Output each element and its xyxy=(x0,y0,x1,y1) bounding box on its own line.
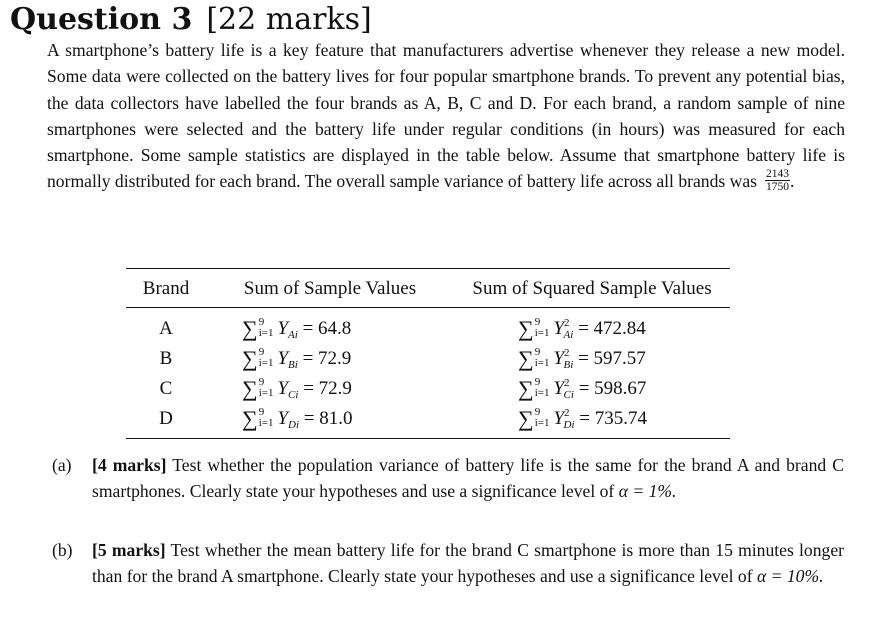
sample-statistics-table xyxy=(126,268,730,439)
table-header-row xyxy=(126,269,730,308)
variable-subscript: Di xyxy=(288,419,300,431)
intro-end: . xyxy=(790,171,795,192)
part-a-marks: [4 marks] xyxy=(92,455,167,475)
variable-y: Y xyxy=(553,318,565,339)
part-a-label: (a) xyxy=(52,455,72,475)
question-heading xyxy=(10,2,372,37)
sum-lower-limit: i=1 xyxy=(534,386,550,399)
sum-squared-cell xyxy=(454,308,730,345)
square-exponent: 2 xyxy=(564,317,570,329)
sigma-symbol: ∑ xyxy=(518,346,534,371)
sum-lower-limit: i=1 xyxy=(258,326,274,339)
sigma-symbol: ∑ xyxy=(518,406,534,431)
sum-cell xyxy=(206,308,454,345)
sum-lower-limit: i=1 xyxy=(534,356,550,369)
part-b-label: (b) xyxy=(52,540,73,560)
table-row xyxy=(126,344,730,374)
variable-y: Y xyxy=(277,348,289,369)
variable-subscript: Bi xyxy=(288,359,298,371)
sum-lower-limit: i=1 xyxy=(534,416,550,429)
variable-y: Y xyxy=(553,348,565,369)
sum-lower-limit: i=1 xyxy=(258,416,274,429)
sum-squared-value: = 472.84 xyxy=(578,318,646,339)
square-exponent: 2 xyxy=(564,377,570,389)
variable-y: Y xyxy=(277,408,289,429)
part-b-alpha: α = 10%. xyxy=(756,566,824,586)
sum-cell xyxy=(206,374,454,404)
sum-value: = 72.9 xyxy=(303,378,352,399)
variable-y: Y xyxy=(553,378,565,399)
sum-value: = 81.0 xyxy=(303,408,353,429)
question-marks: [22 marks] xyxy=(206,2,372,37)
sum-upper-limit: 9 xyxy=(258,315,265,328)
sigma-symbol: ∑ xyxy=(518,316,534,341)
variable-y: Y xyxy=(277,318,289,339)
part-b xyxy=(52,537,844,589)
sum-upper-limit: 9 xyxy=(534,315,541,328)
variable-subscript: Ci xyxy=(288,389,299,401)
brand-cell: D xyxy=(159,408,173,429)
sum-upper-limit: 9 xyxy=(534,405,541,418)
sum-squared-cell xyxy=(454,374,730,404)
variable-subscript: Ai xyxy=(563,329,574,341)
sigma-symbol: ∑ xyxy=(518,376,534,401)
table-row xyxy=(126,404,730,438)
part-b-text: Test whether the mean battery life for the brand C smartphone is more than 15 minutes longer than for the brand A smartphone. Clearly state your hypotheses and use a significance level of xyxy=(92,540,844,586)
sum-lower-limit: i=1 xyxy=(258,356,274,369)
header-brand: Brand xyxy=(126,269,206,308)
variance-fraction xyxy=(765,168,790,193)
brand-cell: A xyxy=(159,318,173,339)
sum-squared-value: = 735.74 xyxy=(579,408,647,429)
variable-y: Y xyxy=(553,408,565,429)
part-a-alpha: α = 1%. xyxy=(618,481,677,501)
sum-cell xyxy=(206,404,454,438)
sum-upper-limit: 9 xyxy=(258,405,265,418)
fraction-numerator: 2143 xyxy=(766,167,790,180)
sum-squared-cell xyxy=(454,344,730,374)
part-a-text: Test whether the population variance of battery life is the same for the brand A and brand C smartphones. Clearly state your hypotheses and use a significance level of xyxy=(92,455,844,501)
square-exponent: 2 xyxy=(564,347,570,359)
sum-value: = 64.8 xyxy=(302,318,352,339)
square-exponent: 2 xyxy=(564,407,570,419)
sigma-symbol: ∑ xyxy=(242,406,258,431)
sum-squared-cell xyxy=(454,404,730,438)
sigma-symbol: ∑ xyxy=(242,346,258,371)
sum-lower-limit: i=1 xyxy=(258,386,274,399)
variable-y: Y xyxy=(277,378,289,399)
part-a xyxy=(52,452,844,504)
sum-value: = 72.9 xyxy=(302,348,352,369)
sum-upper-limit: 9 xyxy=(258,345,265,358)
header-sum: Sum of Sample Values xyxy=(206,269,454,308)
table-row xyxy=(126,374,730,404)
variable-subscript: Di xyxy=(563,419,575,431)
question-title: Question 3 xyxy=(10,2,193,37)
table-row xyxy=(126,308,730,345)
sum-lower-limit: i=1 xyxy=(534,326,550,339)
part-b-marks: [5 marks] xyxy=(92,540,166,560)
sum-squared-value: = 597.57 xyxy=(578,348,646,369)
sum-squared-value: = 598.67 xyxy=(578,378,647,399)
sigma-symbol: ∑ xyxy=(242,376,258,401)
sum-upper-limit: 9 xyxy=(258,375,265,388)
sum-upper-limit: 9 xyxy=(534,375,541,388)
question-intro xyxy=(47,37,845,196)
variable-subscript: Ai xyxy=(288,329,298,341)
sum-upper-limit: 9 xyxy=(534,345,541,358)
intro-text: A smartphone’s battery life is a key feature that manufacturers advertise whenever they release a new model. Some data were collected on the battery lives for four popular smartphone brands. To prevent any potential bias, the data collectors have labelled the four brands as A, B, C and D. For each brand, a random sample of nine smartphones were selected and the battery life under regular conditions (in hours) was measured for each smartphone. Some sample statistics are displayed in the table below. Assume that smartphone battery life is normally distributed for each brand. The overall sample variance of battery life across all brands was xyxy=(47,40,845,192)
header-sum-squared: Sum of Squared Sample Values xyxy=(454,269,730,308)
brand-cell: B xyxy=(159,348,173,369)
variable-subscript: Ci xyxy=(563,389,574,401)
variable-subscript: Bi xyxy=(563,359,574,371)
fraction-denominator: 1750 xyxy=(766,180,790,193)
sum-cell xyxy=(206,344,454,374)
sigma-symbol: ∑ xyxy=(242,316,258,341)
brand-cell: C xyxy=(159,378,173,399)
